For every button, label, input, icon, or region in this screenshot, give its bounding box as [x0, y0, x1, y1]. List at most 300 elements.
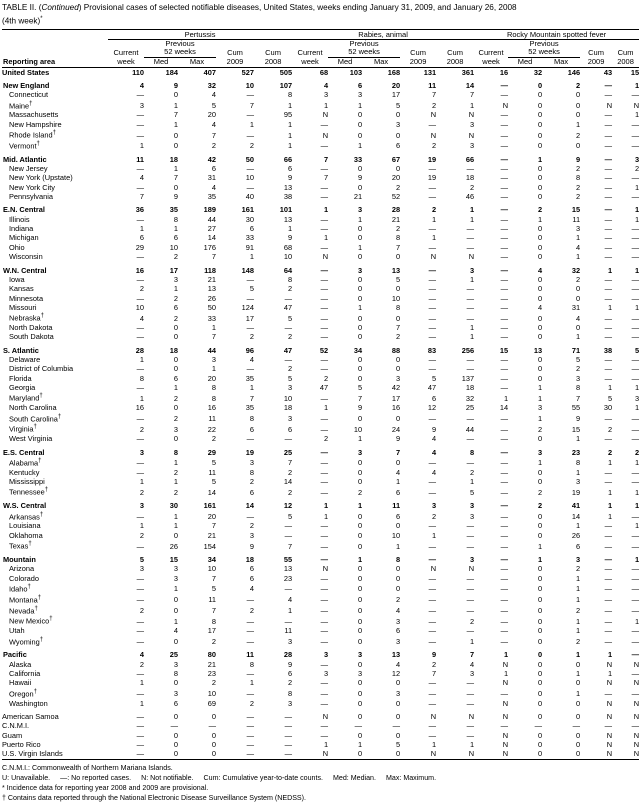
row-value-c5: 52 — [319, 345, 329, 355]
row-value-c13: 1 — [607, 501, 613, 511]
row-value-c7: 0 — [395, 130, 401, 140]
row-value-c0: — — [136, 383, 144, 393]
row-value-c12: 8 — [575, 383, 581, 393]
table-row — [2, 323, 639, 332]
row-value-c4: 55 — [283, 554, 293, 564]
row-value-c13: — — [604, 252, 613, 262]
colhdr-rmsf-med: Med — [508, 57, 542, 67]
row-value-c6: 0 — [357, 698, 363, 708]
row-value-c6: 0 — [357, 458, 363, 468]
row-value-c14: — — [631, 650, 640, 660]
row-value-c11: 0 — [537, 650, 543, 660]
row-value-c13: — — [604, 414, 613, 424]
row-value-c4: — — [284, 711, 293, 721]
row-value-c3: — — [216, 749, 254, 759]
row-value-c9: — — [466, 284, 475, 294]
row-area-label: Maine† — [9, 100, 33, 111]
row-area-label: Iowa — [9, 274, 25, 284]
row-value-c3: 33 — [245, 233, 254, 243]
row-value-c1: 6 — [173, 302, 178, 312]
table-row — [2, 173, 639, 182]
row-value-c14: N — [633, 739, 640, 749]
row-value-c5: — — [320, 214, 329, 224]
row-value-c7: 0 — [395, 110, 401, 120]
row-value-c8: — — [428, 323, 437, 333]
row-value-c5: 68 — [319, 67, 329, 77]
row-value-c4: 2 — [287, 487, 293, 497]
row-value-c14: — — [631, 119, 640, 129]
row-value-c7: 0 — [395, 521, 401, 531]
row-value-c4: 4 — [287, 595, 293, 605]
row-value-c10: — — [500, 636, 509, 646]
row-value-c12: 9 — [575, 414, 581, 424]
row-value-c4: 2 — [287, 678, 293, 688]
row-value-c13: — — [604, 554, 613, 564]
row-value-c9: 3 — [469, 501, 475, 511]
table-row — [2, 140, 639, 151]
row-area-label: District of Columbia — [9, 364, 74, 374]
row-value-c4: 7 — [287, 541, 293, 551]
row-value-c11: 4 — [537, 302, 543, 312]
row-value-c14: — — [631, 721, 640, 731]
row-value-c11: 1 — [537, 383, 543, 393]
row-value-c7: 52 — [391, 192, 401, 202]
row-value-c11: 0 — [537, 101, 543, 111]
row-value-c11: 0 — [537, 355, 543, 365]
row-area-label: South Dakota — [9, 332, 54, 342]
table-row — [2, 205, 639, 214]
table-row — [2, 605, 639, 616]
table-row — [2, 90, 639, 99]
row-value-c1: 6 — [173, 233, 178, 243]
table-row — [2, 81, 639, 90]
row-value-c3: 91 — [245, 242, 254, 252]
row-value-c0: 4 — [139, 80, 144, 90]
row-value-c7: 0 — [395, 678, 401, 688]
row-value-c12: 1 — [575, 626, 581, 636]
row-area-label: Pacific — [3, 650, 27, 660]
colhdr-rabies-current-l2: week — [292, 57, 328, 67]
row-value-c2: 5 — [211, 584, 216, 594]
row-value-c7: 3 — [395, 119, 401, 129]
blank-cell-pert-c09-1 — [216, 39, 254, 48]
row-value-c12: 1 — [575, 650, 581, 660]
row-value-c14: — — [631, 192, 640, 202]
row-value-c10: — — [500, 224, 509, 234]
table-row — [2, 531, 639, 540]
row-value-c10: — — [500, 274, 509, 284]
table-row — [2, 67, 639, 77]
row-area-label: New York City — [9, 182, 56, 192]
row-value-c7: 12 — [391, 669, 401, 679]
blank-cell-prev1 — [2, 39, 108, 48]
row-value-c13: N — [606, 730, 613, 740]
row-value-c7: 1 — [395, 541, 401, 551]
row-value-c4: 9 — [287, 173, 293, 183]
row-value-c11: 0 — [537, 636, 543, 646]
row-value-c1: 3 — [173, 274, 178, 284]
row-value-c7: 0 — [395, 573, 401, 583]
row-value-c1: 2 — [173, 414, 178, 424]
row-value-c1: 0 — [173, 711, 178, 721]
row-area-label: New Jersey — [9, 164, 48, 174]
row-value-c8: — — [428, 224, 437, 234]
row-value-c2: 2 — [211, 636, 216, 646]
table-row — [2, 749, 639, 759]
row-value-c2: 42 — [207, 154, 216, 164]
row-value-c5: — — [320, 541, 329, 551]
row-value-c2: 1 — [211, 323, 216, 333]
table-row — [2, 712, 639, 721]
row-value-c5: 1 — [323, 512, 329, 522]
row-value-c13: — — [604, 224, 613, 234]
row-value-c2: 22 — [207, 424, 216, 434]
row-value-c7: 9 — [395, 434, 401, 444]
row-value-c3: 10 — [245, 173, 254, 183]
row-value-c1: 8 — [173, 447, 178, 457]
row-value-c10: — — [500, 323, 509, 333]
footnote-legend — [2, 773, 639, 783]
row-value-c8: 7 — [431, 669, 437, 679]
row-value-c1: 18 — [169, 345, 178, 355]
row-value-c6: 0 — [357, 130, 363, 140]
row-value-c14: — — [631, 224, 640, 234]
row-area-label: New England — [3, 80, 50, 90]
row-area-label: Mississippi — [9, 477, 45, 487]
row-value-c4: 25 — [283, 447, 293, 457]
row-value-c4: 8 — [287, 689, 293, 699]
row-value-c14: — — [631, 477, 640, 487]
row-value-c11: 0 — [537, 669, 543, 679]
row-value-c13: 43 — [603, 67, 613, 77]
row-value-c2: 7 — [211, 606, 216, 616]
row-area-label: American Samoa — [2, 711, 59, 721]
row-value-c13: — — [604, 192, 613, 202]
row-value-c8: — — [428, 274, 437, 284]
row-value-c2: 5 — [211, 101, 216, 111]
row-value-c4: 8 — [287, 90, 293, 100]
row-value-c3: — — [246, 90, 254, 100]
row-value-c14: N — [633, 698, 640, 708]
row-value-c14: — — [631, 541, 640, 551]
row-value-c7: 0 — [395, 364, 401, 374]
row-area-label: Nebraska† — [9, 313, 44, 323]
row-superscript-marker: † — [33, 424, 37, 431]
row-value-c2: 0 — [211, 739, 216, 749]
row-value-c2: 26 — [207, 293, 216, 303]
row-value-c9: 1 — [469, 205, 475, 215]
row-value-c11: 0 — [537, 434, 543, 444]
row-value-c8: — — [428, 521, 437, 531]
row-value-c12: 3 — [575, 224, 581, 234]
row-value-c1: 1 — [173, 512, 178, 522]
row-value-c9: — — [466, 606, 475, 616]
row-value-c9: — — [466, 302, 475, 312]
table-row — [2, 275, 639, 284]
row-value-c13: — — [604, 233, 613, 243]
row-value-c10: 1 — [503, 669, 509, 679]
title-prefix: TABLE II. ( — [2, 3, 42, 12]
row-value-c10: — — [500, 383, 509, 393]
row-value-c12: 0 — [575, 284, 581, 294]
row-value-c7: 13 — [391, 265, 401, 275]
row-superscript-marker: † — [39, 393, 43, 400]
row-value-c6: 0 — [328, 749, 362, 759]
row-value-c12: 0 — [575, 698, 581, 708]
row-value-c6: 0 — [357, 313, 363, 323]
row-value-c4: 6 — [287, 669, 293, 679]
row-value-c2: 407 — [203, 67, 216, 77]
row-value-c0: — — [136, 669, 144, 679]
row-value-c14: 1 — [634, 616, 640, 626]
row-value-c3: 2 — [249, 606, 254, 616]
row-value-c9: — — [466, 458, 475, 468]
row-value-c3: 4 — [249, 584, 254, 594]
row-value-c4: 11 — [284, 626, 293, 636]
row-value-c3: 6 — [249, 573, 254, 583]
row-value-c0: — — [136, 164, 144, 174]
row-area-label: Mid. Atlantic — [3, 154, 47, 164]
row-value-c7: 28 — [391, 205, 401, 215]
row-value-c13: — — [604, 467, 613, 477]
row-value-c12: 1 — [575, 434, 581, 444]
colhdr-pertussis-current-l2: week — [108, 57, 144, 67]
row-value-c1: 2 — [173, 467, 178, 477]
row-value-c1: 6 — [173, 373, 178, 383]
row-value-c2: 11 — [208, 414, 216, 424]
row-value-c7: 16 — [391, 403, 401, 413]
row-value-c0: 2 — [139, 606, 144, 616]
row-value-c5: — — [320, 595, 329, 605]
row-value-c0: 1 — [139, 393, 144, 403]
row-value-c3: — — [246, 739, 254, 749]
row-value-c9: — — [466, 721, 475, 731]
row-value-c0: — — [136, 512, 144, 522]
colhdr-rmsf-cum2009-l1: Cum — [588, 47, 604, 57]
row-value-c1: 1 — [173, 119, 178, 129]
row-value-c4: 7 — [287, 458, 293, 468]
table-row — [2, 669, 639, 678]
row-value-c5: — — [320, 636, 329, 646]
table-row — [2, 224, 639, 233]
previous-label-rabies-1: Previous — [349, 38, 379, 48]
row-value-c5: 1 — [323, 501, 329, 511]
row-value-c11: 0 — [537, 689, 543, 699]
row-value-c3: — — [246, 434, 254, 444]
row-value-c9: 2 — [469, 467, 475, 477]
row-value-c11: 0 — [537, 467, 543, 477]
row-value-c3: 8 — [249, 659, 254, 669]
row-area-label: Guam — [2, 730, 23, 740]
table-row — [2, 312, 639, 323]
row-value-c4: 18 — [283, 403, 293, 413]
row-value-c13: N — [606, 659, 613, 669]
row-value-c4: 68 — [283, 242, 293, 252]
row-value-c6: 0 — [357, 530, 363, 540]
row-value-c11: 0 — [537, 659, 543, 669]
row-value-c1: 1 — [173, 224, 178, 234]
row-value-c12: 1 — [575, 252, 581, 262]
row-value-c12: 3 — [575, 373, 581, 383]
blank-cell-pert-c08-1 — [254, 39, 292, 48]
row-value-c9: — — [466, 573, 475, 583]
row-value-c6: 1 — [357, 501, 363, 511]
row-value-c0: — — [136, 119, 144, 129]
row-value-c14: — — [631, 355, 640, 365]
row-value-c3: 30 — [245, 214, 254, 224]
row-value-c0: — — [136, 214, 144, 224]
row-value-c6: 103 — [349, 67, 363, 77]
row-value-c2: 20 — [207, 512, 216, 522]
row-superscript-marker: † — [28, 541, 32, 548]
row-value-c9: — — [466, 626, 475, 636]
row-value-c11: 0 — [537, 242, 543, 252]
row-value-c13: — — [604, 595, 613, 605]
row-value-c0: 2 — [139, 530, 144, 540]
row-value-c10: — — [500, 130, 509, 140]
row-value-c0: — — [136, 293, 144, 303]
row-value-c10: — — [500, 119, 509, 129]
row-value-c10: — — [500, 164, 509, 174]
row-value-c14: 1 — [634, 302, 640, 312]
row-value-c4: 6 — [287, 164, 293, 174]
row-value-c12: 0 — [575, 739, 581, 749]
row-value-c12: 1 — [575, 584, 581, 594]
row-value-c0: — — [136, 711, 144, 721]
row-value-c0: 1 — [139, 224, 144, 234]
row-value-c14: — — [631, 373, 640, 383]
row-value-c6: 0 — [357, 730, 363, 740]
row-area-label: Alaska — [9, 659, 32, 669]
footnotes — [2, 760, 639, 803]
row-value-c2: 69 — [207, 698, 216, 708]
row-value-c3: — — [246, 512, 254, 522]
row-value-c12: 1 — [575, 595, 581, 605]
row-value-c0: 3 — [139, 501, 144, 511]
row-area-label: Texas† — [9, 541, 32, 551]
row-value-c13: — — [604, 173, 613, 183]
row-value-c11: 0 — [537, 332, 543, 342]
row-area-label: Connecticut — [9, 90, 49, 100]
title-continued: Continued — [41, 3, 79, 12]
row-value-c4: 1 — [287, 224, 293, 234]
row-value-c2: 8 — [211, 616, 216, 626]
colhdr-pertussis-cum2009-l1: Cum — [227, 47, 243, 57]
row-value-c10: — — [500, 90, 509, 100]
row-value-c2: 154 — [203, 541, 216, 551]
row-value-c4: 13 — [283, 182, 293, 192]
row-value-c13: — — [604, 434, 613, 444]
row-superscript-marker: † — [29, 100, 33, 107]
row-value-c3: 14 — [245, 501, 254, 511]
row-value-c2: 7 — [211, 521, 216, 531]
row-value-c11: 0 — [537, 373, 543, 383]
row-value-c1: 0 — [173, 141, 178, 151]
row-value-c4: 1 — [287, 101, 293, 111]
colhdr-rmsf-cum2009-l2: 2009 — [580, 57, 612, 67]
table-row — [2, 252, 639, 261]
row-superscript-marker: † — [40, 313, 44, 320]
row-value-c13: — — [604, 80, 613, 90]
row-area-label: U.S. Virgin Islands — [2, 749, 108, 759]
row-value-c7: 11 — [392, 501, 401, 511]
row-superscript-marker: † — [52, 130, 56, 137]
row-value-c9: — — [466, 678, 475, 688]
row-value-c3: 527 — [241, 67, 254, 77]
row-value-c3: — — [246, 711, 254, 721]
row-value-c9: 1 — [469, 214, 475, 224]
row-value-c14: 1 — [634, 182, 640, 192]
row-value-c1: 0 — [173, 636, 178, 646]
row-value-c9: 361 — [461, 67, 475, 77]
row-value-c13: — — [604, 130, 613, 140]
blank-cell-pert-cur1 — [108, 39, 144, 48]
row-value-c1: 0 — [173, 130, 178, 140]
row-value-c9: 3 — [469, 512, 475, 522]
row-value-c8: — — [428, 242, 437, 252]
row-value-c3: 10 — [245, 80, 254, 90]
row-value-c14: N — [612, 749, 639, 759]
row-value-c14: 1 — [634, 383, 640, 393]
table-row — [2, 721, 639, 730]
row-value-c14: — — [631, 434, 640, 444]
row-value-c13: — — [604, 606, 613, 616]
row-value-c3: 3 — [249, 530, 254, 540]
table-row — [2, 699, 639, 708]
row-value-c4: 8 — [287, 274, 293, 284]
row-value-c13: 1 — [607, 650, 613, 660]
row-value-c9: N — [468, 110, 475, 120]
row-value-c0: — — [136, 730, 144, 740]
row-value-c1: 2 — [173, 293, 178, 303]
row-value-c11: 0 — [537, 164, 543, 174]
row-value-c12: 2 — [575, 164, 581, 174]
row-value-c2: 34 — [207, 554, 216, 564]
row-value-c4: 101 — [279, 205, 293, 215]
row-value-c0: 2 — [139, 284, 144, 294]
row-value-c10: — — [500, 521, 509, 531]
row-value-c1: 184 — [165, 67, 178, 77]
row-value-c9: 1 — [469, 477, 475, 487]
row-value-c5: — — [320, 242, 329, 252]
row-value-c12: 2 — [575, 564, 581, 574]
row-value-c13: 1 — [607, 669, 613, 679]
row-value-c8: 2 — [431, 659, 437, 669]
row-value-c10: — — [500, 501, 509, 511]
row-value-c12: 15 — [571, 424, 581, 434]
row-value-c5: — — [320, 224, 329, 234]
row-value-c8: 3 — [431, 501, 437, 511]
row-value-c3: 18 — [245, 554, 254, 564]
row-value-c6: 0 — [357, 252, 363, 262]
row-value-c7: 67 — [391, 154, 401, 164]
row-value-c5: — — [320, 192, 329, 202]
row-value-c2: 2 — [211, 678, 216, 688]
table-row — [2, 164, 639, 173]
row-value-c0: — — [136, 274, 144, 284]
row-value-c8: 7 — [431, 90, 437, 100]
row-value-c14: — — [631, 242, 640, 252]
row-value-c9: 1 — [469, 332, 475, 342]
row-value-c13: — — [604, 293, 613, 303]
row-value-c10: 15 — [499, 345, 509, 355]
row-value-c7: — — [392, 721, 401, 731]
row-value-c9: 137 — [461, 373, 475, 383]
row-value-c11: 1 — [537, 541, 543, 551]
table-row — [2, 192, 639, 201]
row-value-c0: 4 — [139, 173, 144, 183]
row-value-c0: 1 — [139, 678, 144, 688]
